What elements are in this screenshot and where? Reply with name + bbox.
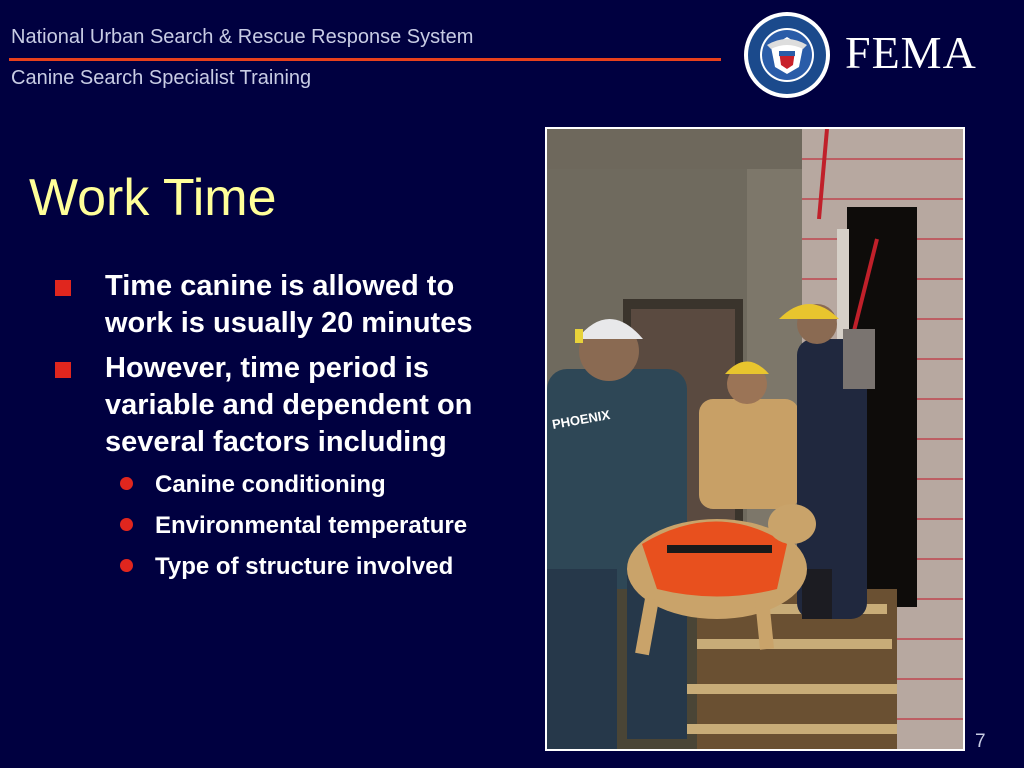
sub-bullet-text: Type of structure involved — [155, 553, 454, 580]
bullet-item — [55, 268, 495, 342]
bullet-item — [55, 350, 495, 461]
square-bullet-icon — [55, 280, 71, 296]
header-divider — [9, 58, 721, 61]
bullet-list — [55, 268, 495, 592]
slide-number: 7 — [975, 731, 986, 752]
rescue-team-photo — [547, 129, 963, 749]
sub-bullet-text: Environmental temperature — [155, 512, 468, 539]
svg-text:PHOENIX: PHOENIX — [550, 407, 612, 432]
dhs-seal-icon — [743, 11, 831, 99]
round-bullet-icon — [120, 518, 133, 531]
sub-bullet-text: Canine conditioning — [155, 471, 386, 498]
header-course-name: Canine Search Specialist Training — [11, 67, 312, 89]
round-bullet-icon — [120, 559, 133, 572]
square-bullet-icon — [55, 362, 71, 378]
slide-title: Work Time — [29, 169, 277, 227]
photo-frame — [545, 127, 965, 751]
sub-bullet-item — [120, 469, 495, 500]
sub-bullet-item — [120, 551, 495, 582]
bullet-text: Time canine is allowed to work is usually 20 minutes — [105, 270, 473, 339]
sub-bullet-item — [120, 510, 495, 541]
fema-logo: FEMA — [845, 27, 977, 78]
bullet-text: However, time period is variable and dependent on several factors including — [105, 352, 473, 458]
header-system-name: National Urban Search & Rescue Response System — [11, 26, 474, 48]
round-bullet-icon — [120, 477, 133, 490]
